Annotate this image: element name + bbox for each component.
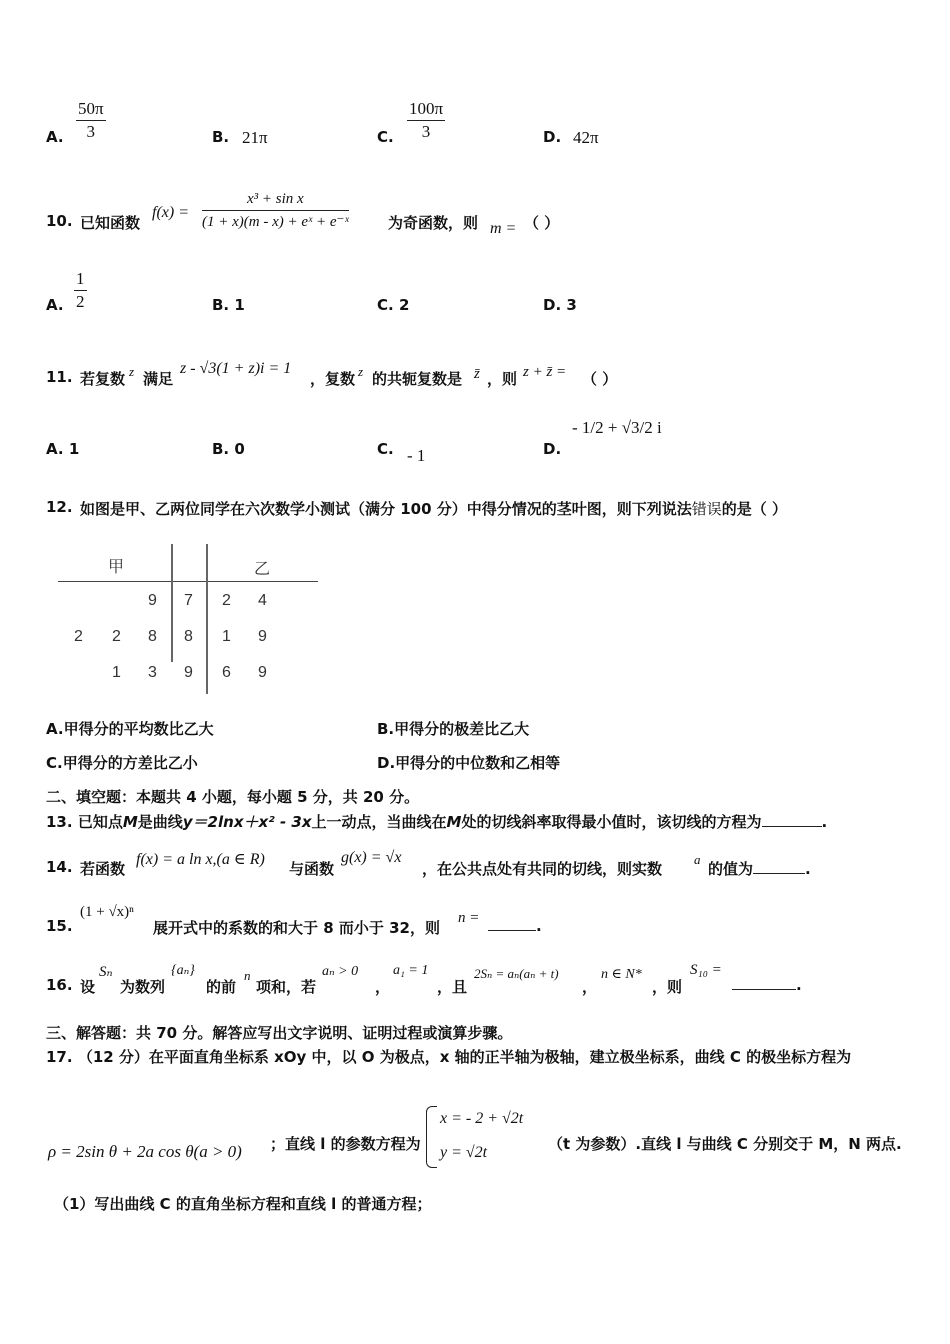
q14-number: 14. — [46, 858, 73, 876]
q10-option-c: C. 2 — [377, 296, 410, 314]
q15-blank: . — [488, 917, 542, 935]
leaf: 6 — [222, 664, 231, 681]
q14-a: a — [694, 852, 701, 867]
leaf: 9 — [258, 664, 267, 681]
q16-c4: n ∈ N* — [601, 967, 642, 982]
q15-expr: (1 + √x)ⁿ — [80, 904, 134, 920]
answer-blank[interactable] — [753, 873, 805, 874]
q11-equation: z - √3(1 + z)i = 1 — [180, 360, 292, 377]
table-left-rule — [171, 544, 173, 662]
q15-n: n = — [458, 910, 480, 926]
q9-option-a-label: A. — [46, 128, 64, 146]
q17-eq-y: y = √2t — [440, 1144, 488, 1161]
q16-comma2: ， — [582, 978, 598, 996]
leaf: 9 — [148, 592, 157, 609]
leaf: 1 — [112, 664, 121, 681]
q12-text: 如图是甲、乙两位同学在六次数学小测试（满分 100 分）中得分情况的茎叶图，则下列说法错误的是（ ） — [80, 500, 788, 518]
q10-fraction: $\frac{\text{x³ + sin x}}{\text{(1 + x)(m - x) + eˣ + e⁻ˣ}}$ — [202, 188, 349, 233]
q11-option-a: A. 1 — [46, 440, 80, 458]
q16-number: 16. — [46, 976, 73, 994]
head-yi: 乙 — [254, 561, 271, 578]
leaf: 2 — [222, 592, 231, 609]
leaf: 2 — [112, 628, 121, 645]
head-jia: 甲 — [108, 559, 125, 576]
q16-S10: S₁₀ = — [690, 962, 722, 978]
q11-t4: 的共轭复数是 — [372, 370, 463, 388]
q12-option-d: D.甲得分的中位数和乙相等 — [377, 754, 561, 772]
table-header-rule — [58, 581, 318, 582]
q10-fx: f(x) = — [152, 204, 189, 221]
section-3-heading: 三、解答题：共 70 分。解答应写出文字说明、证明过程或演算步骤。 — [46, 1024, 513, 1042]
q10-option-a-label: A. — [46, 296, 64, 314]
q11-zbar: z̄ — [474, 366, 480, 382]
q11-z: z — [129, 364, 135, 379]
leaf: 4 — [258, 592, 267, 609]
q9-option-b-label: B. — [212, 128, 230, 146]
q10-option-a-value: $\frac{1}{2}$ — [76, 269, 85, 311]
q15-t1: 展开式中的系数的和大于 8 而小于 32，则 — [153, 919, 440, 937]
q12-option-b: B.甲得分的极差比乙大 — [377, 720, 530, 738]
q17-param-system — [426, 1100, 556, 1172]
q16-n: n — [244, 968, 251, 983]
q14-f: f(x) = a ln x,(a ∈ R) — [136, 851, 265, 868]
q10-m: m = — [490, 220, 517, 237]
q16-an: {aₙ} — [171, 963, 195, 978]
q16-t1: 设 — [80, 978, 96, 996]
q16-t3: 的前 — [206, 978, 237, 996]
q16-t5: ，且 — [437, 978, 468, 996]
q11-number: 11. — [46, 368, 73, 386]
stem: 9 — [184, 664, 193, 681]
q10-tail: 为奇函数，则 — [388, 214, 479, 232]
table-right-rule — [206, 544, 208, 694]
q11-option-d-value: - 1/2 + √3/2 i — [572, 418, 662, 437]
q13-line: 13. 已知点M是曲线y＝2lnx＋x² - 3x上一动点，当曲线在M处的切线斜率取得最小值时，该切线的方程为 . — [46, 813, 828, 831]
q10-option-b: B. 1 — [212, 296, 245, 314]
stem-leaf-plot — [58, 544, 320, 694]
q11-option-d-label: D. — [543, 440, 562, 458]
brace-icon — [426, 1106, 437, 1168]
q17-eq-x: x = - 2 + √2t — [440, 1110, 524, 1127]
leaf: 3 — [148, 664, 157, 681]
q11-option-c-value: - 1 — [407, 446, 426, 465]
q17-t1: ；直线 l 的参数方程为 — [270, 1135, 421, 1153]
q11-t1: 若复数 — [80, 370, 126, 388]
q9-option-c-value: $\frac{100\pi}{3}$ — [409, 99, 444, 141]
q12-option-c: C.甲得分的方差比乙小 — [46, 754, 198, 772]
q10-paren: （ ） — [524, 214, 560, 232]
q9-option-b-value: 21π — [242, 128, 268, 147]
q12-option-a: A.甲得分的平均数比乙大 — [46, 720, 214, 738]
q10-number: 10. — [46, 212, 73, 230]
q11-expr: z + z̄ = — [523, 364, 567, 380]
answer-blank[interactable] — [732, 989, 796, 990]
q9-option-d-label: D. — [543, 128, 562, 146]
q14-t4: 的值为 . — [708, 860, 811, 878]
q16-c3: 2Sₙ = aₙ(aₙ + t) — [474, 966, 559, 981]
q17-part1: （1）写出曲线 C 的直角坐标方程和直线 l 的普通方程； — [54, 1195, 432, 1213]
q16-c2: a₁ = 1 — [393, 963, 429, 978]
q9-option-a-value: $\frac{50\pi}{3}$ — [78, 99, 104, 141]
q15-number: 15. — [46, 917, 73, 935]
stem: 8 — [184, 628, 193, 645]
leaf: 2 — [74, 628, 83, 645]
q11-t3: ，复数 — [310, 370, 356, 388]
q11-t2: 满足 — [143, 370, 174, 388]
q12-number: 12. — [46, 498, 73, 516]
leaf: 9 — [258, 628, 267, 645]
q17-line1: 17. （12 分）在平面直角坐标系 xOy 中，以 O 为极点，x 轴的正半轴为极轴，建立极坐标系，曲线 C 的极坐标方程为 — [46, 1048, 852, 1066]
q16-comma1: ， — [375, 978, 391, 996]
q14-t1: 若函数 — [80, 860, 126, 878]
q9-option-c-label: C. — [377, 128, 394, 146]
q14-t2: 与函数 — [289, 860, 335, 878]
q11-option-b: B. 0 — [212, 440, 245, 458]
q16-Sn: Sₙ — [99, 964, 113, 980]
q11-t5: ，则 — [487, 370, 518, 388]
q16-t6: ，则 — [652, 978, 683, 996]
q10-option-d: D. 3 — [543, 296, 577, 314]
q17-polar-equation: ρ = 2sin θ + 2a cos θ(a > 0) — [48, 1142, 242, 1161]
q17-t2: （t 为参数）.直线 l 与曲线 C 分别交于 M，N 两点. — [548, 1135, 902, 1153]
q11-z2: z — [358, 364, 364, 379]
q16-t4: 项和，若 — [256, 978, 317, 996]
q9-option-d-value: 42π — [573, 128, 599, 147]
answer-blank[interactable] — [762, 826, 822, 827]
leaf: 1 — [222, 628, 231, 645]
stem: 7 — [184, 592, 193, 609]
q16-c1: aₙ > 0 — [322, 964, 359, 979]
q11-paren: （ ） — [582, 370, 618, 388]
q14-t3: ，在公共点处有共同的切线，则实数 — [422, 860, 663, 878]
q16-t2: 为数列 — [120, 978, 166, 996]
answer-blank[interactable] — [488, 930, 536, 931]
q11-option-c-label: C. — [377, 440, 394, 458]
q10-lead: 已知函数 — [80, 214, 141, 232]
q16-blank: . — [732, 976, 802, 994]
section-2-heading: 二、填空题：本题共 4 小题，每小题 5 分，共 20 分。 — [46, 788, 420, 806]
q14-g: g(x) = √x — [341, 849, 402, 866]
leaf: 8 — [148, 628, 157, 645]
